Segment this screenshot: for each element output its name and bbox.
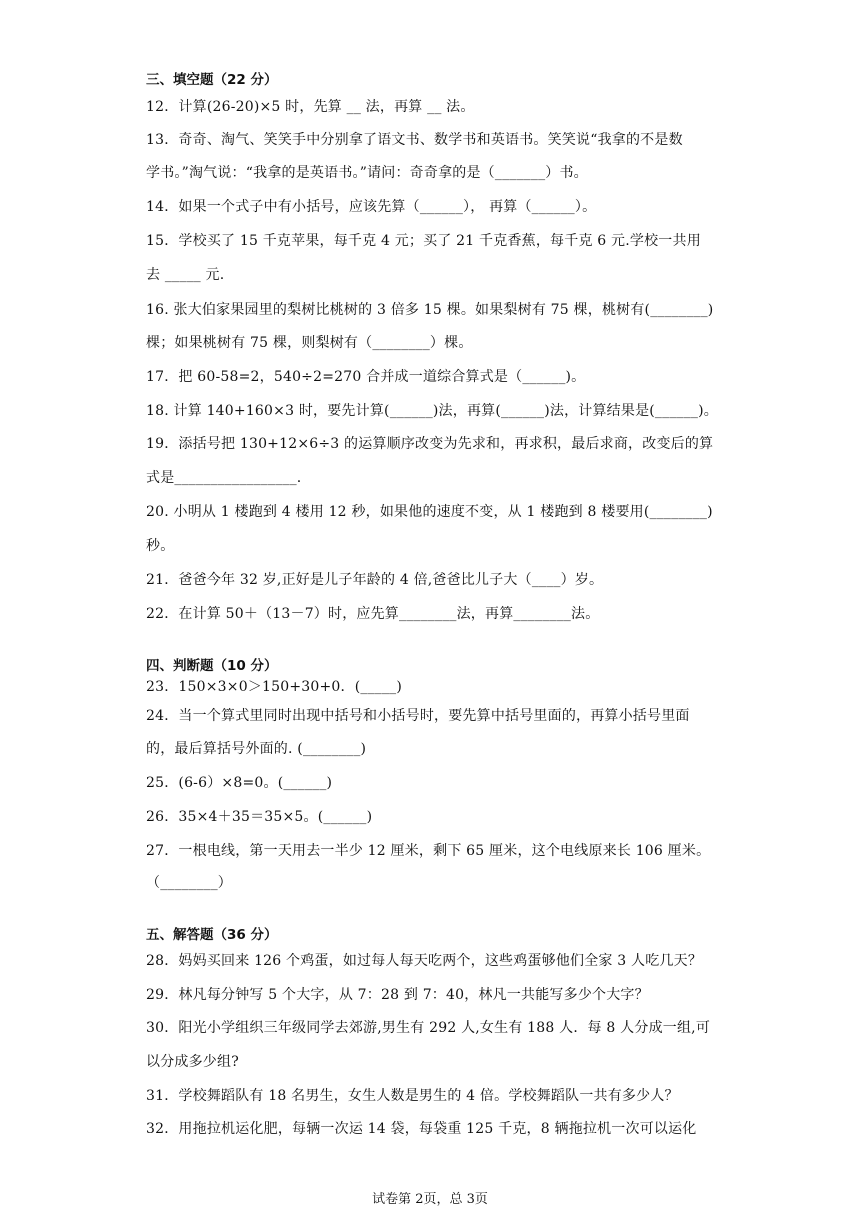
question-line: （________） (146, 875, 232, 891)
question-line: 15．学校买了 15 千克苹果，每千克 4 元；买了 21 千克香蕉，每千克 6 元.学校一共用 (146, 233, 701, 249)
question-line: 学书。”淘气说：“我拿的是英语书。”请问：奇奇拿的是（_______）书。 (146, 165, 588, 181)
question-line: 18. 计算 140+160×3 时，要先计算(______)法，再算(______)法，计算结果是(______)。 (146, 403, 718, 419)
question-line: 31．学校舞蹈队有 18 名男生，女生人数是男生的 4 倍。学校舞蹈队一共有多少人？ (146, 1088, 679, 1104)
question-line: 19．添括号把 130+12×6÷3 的运算顺序改变为先求和，再求积，最后求商，改变后的算 (146, 436, 714, 452)
question-line: 30．阳光小学组织三年级同学去郊游,男生有 292 人,女生有 188 人．每 8 人分成一组,可 (146, 1020, 711, 1036)
question-line: 13．奇奇、淘气、笑笑手中分别拿了语文书、数学书和英语书。笑笑说“我拿的不是数 (146, 132, 683, 148)
question-line: 式是_________________. (146, 470, 302, 486)
question-line: 22．在计算 50＋（13－7）时，应先算________法，再算________法。 (146, 606, 600, 622)
question-line: 23．150×3×0＞150+30+0．(_____) (146, 679, 403, 695)
question-line: 20. 小明从 1 楼跑到 4 楼用 12 秒，如果他的速度不变，从 1 楼跑到 8 楼要用(________) (146, 504, 713, 520)
question-line: 28．妈妈买回来 126 个鸡蛋，如过每人每天吃两个，这些鸡蛋够他们全家 3 人吃几天？ (146, 953, 703, 969)
question-line: 17．把 60-58=2，540÷2=270 合并成一道综合算式是（______)。 (146, 369, 586, 385)
question-line: 秒。 (146, 538, 175, 554)
question-line: 棵；如果桃树有 75 棵，则梨树有（________）棵。 (146, 335, 473, 351)
question-line: 14．如果一个式子中有小括号，应该先算（______）， 再算（______）。 (146, 199, 597, 215)
question-line: 16. 张大伯家果园里的梨树比桃树的 3 倍多 15 棵。如果梨树有 75 棵，桃树有(________) (146, 302, 714, 318)
section-heading-true-false: 四、判断题（10 分） (146, 658, 278, 674)
question-line: 12．计算(26-20)×5 时，先算 __ 法，再算 __ 法。 (146, 99, 475, 115)
question-line: 21．爸爸今年 32 岁,正好是儿子年龄的 4 倍,爸爸比儿子大（____）岁。 (146, 572, 604, 588)
question-line: 26．35×4＋35＝35×5。(______) (146, 809, 373, 825)
section-heading-fill-blank: 三、填空题（22 分） (146, 72, 278, 88)
question-line: 去 _____ 元. (146, 267, 225, 283)
page-footer: 试卷第 2页，总 3页 (372, 1192, 488, 1207)
question-line: 24．当一个算式里同时出现中括号和小括号时，要先算中括号里面的，再算小括号里面 (146, 708, 690, 724)
question-line: 29．林凡每分钟写 5 个大字，从 7：28 到 7：40，林凡一共能写多少个大字？ (146, 987, 649, 1003)
question-line: 以分成多少组? (146, 1054, 239, 1070)
question-line: 的，最后算括号外面的. (________) (146, 741, 367, 757)
question-line: 27．一根电线，第一天用去一半少 12 厘米，剩下 65 厘米，这个电线原来长 106 厘米。 (146, 843, 711, 859)
question-line: 32．用拖拉机运化肥，每辆一次运 14 袋，每袋重 125 千克，8 辆拖拉机一次可以运化 (146, 1121, 697, 1137)
section-heading-solve: 五、解答题（36 分） (146, 927, 278, 943)
question-line: 25．(6-6）×8=0。(______) (146, 775, 333, 791)
